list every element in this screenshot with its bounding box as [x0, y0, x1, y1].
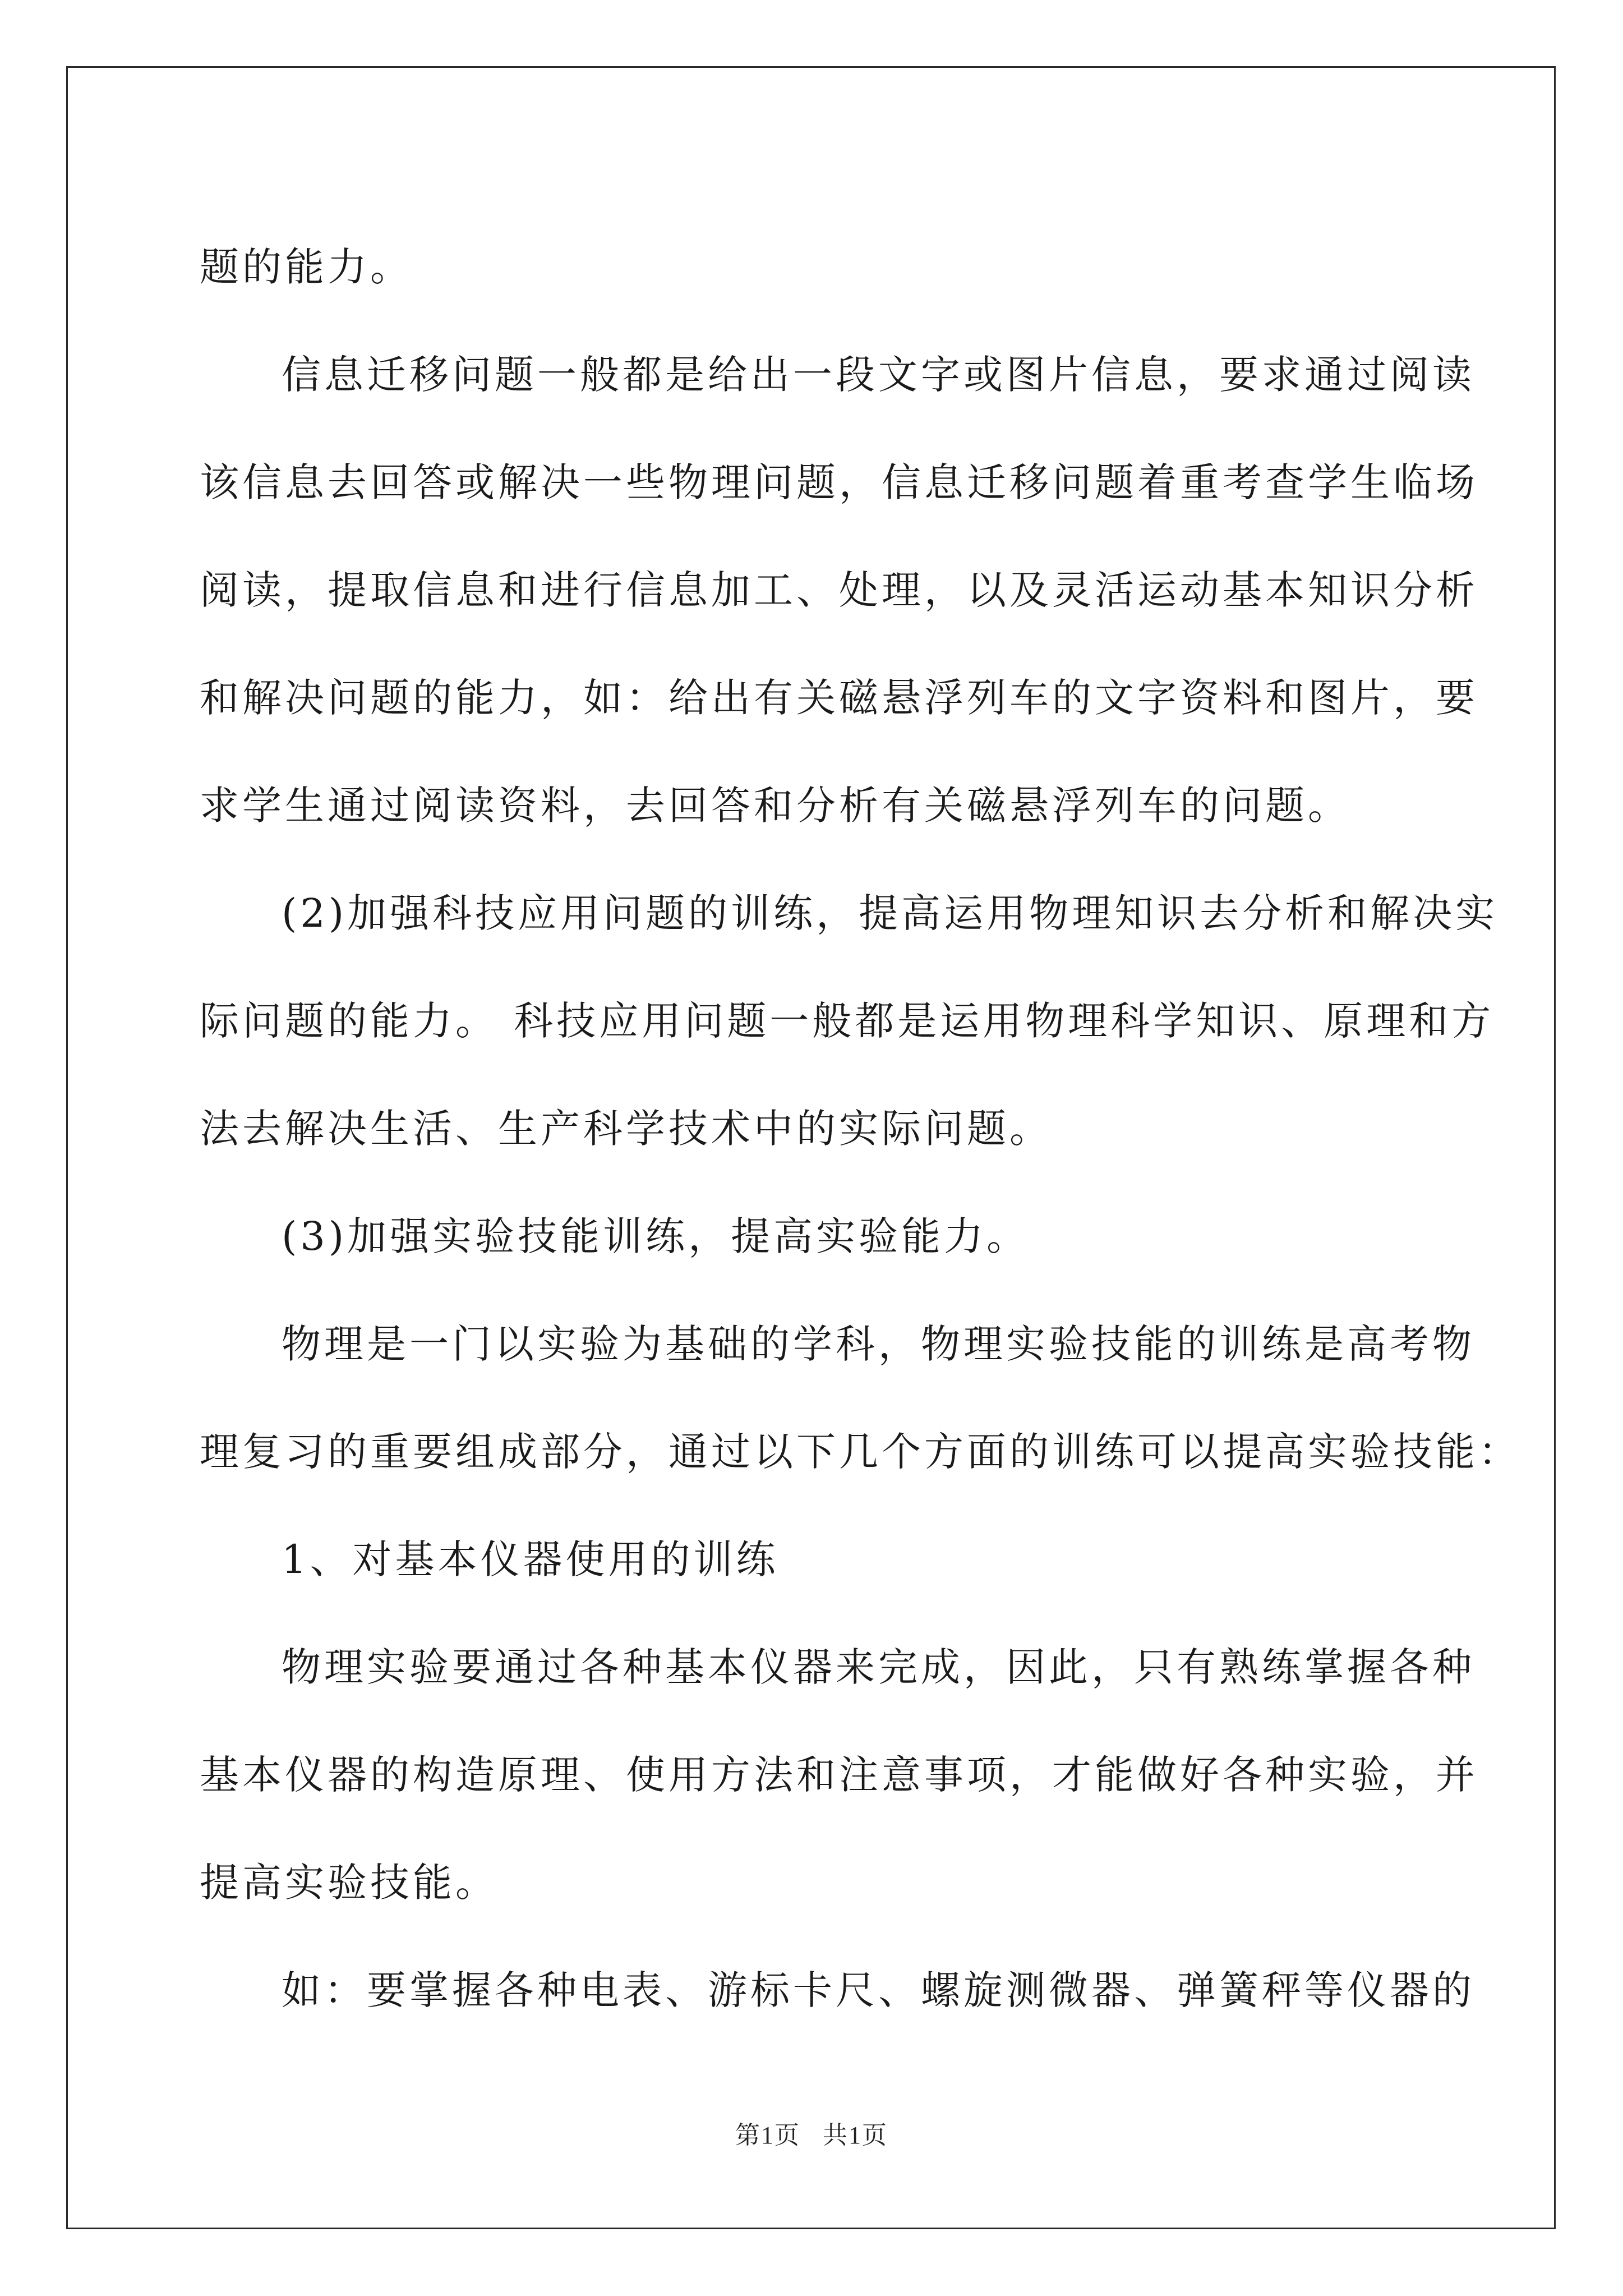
- text-line: 物理实验要通过各种基本仪器来完成，因此，只有熟练掌握各种: [282, 1644, 1475, 1690]
- text-line: 信息迁移问题一般都是给出一段文字或图片信息，要求通过阅读: [282, 352, 1475, 398]
- text-line: 提高实验技能。: [200, 1860, 498, 1906]
- page-total: 共1页: [823, 2122, 888, 2149]
- text-line: 求学生通过阅读资料，去回答和分析有关磁悬浮列车的问题。: [200, 783, 1350, 829]
- text-line: 理复习的重要组成部分，通过以下几个方面的训练可以提高实验技能：: [200, 1429, 1521, 1475]
- text-line: 该信息去回答或解决一些物理问题，信息迁移问题着重考查学生临场: [200, 459, 1478, 505]
- document-body: [200, 213, 1521, 2044]
- text-line: 1、对基本仪器使用的训练: [282, 1536, 779, 1582]
- text-line: 阅读，提取信息和进行信息加工、处理，以及灵活运动基本知识分析: [200, 567, 1478, 613]
- page-number: 第1页: [735, 2122, 800, 2149]
- text-line: (2)加强科技应用问题的训练，提高运用物理知识去分析和解决实: [282, 890, 1498, 936]
- text-line: (3)加强实验技能训练，提高实验能力。: [282, 1213, 1030, 1259]
- text-line: 际问题的能力。 科技应用问题一般都是运用物理科学知识、原理和方: [200, 998, 1495, 1044]
- page-footer: [0, 2115, 1623, 2151]
- text-line: 题的能力。: [200, 244, 413, 290]
- text-line: 基本仪器的构造原理、使用方法和注意事项，才能做好各种实验，并: [200, 1752, 1478, 1798]
- text-line: 法去解决生活、生产科学技术中的实际问题。: [200, 1106, 1052, 1152]
- text-line: 和解决问题的能力，如：给出有关磁悬浮列车的文字资料和图片，要: [200, 675, 1478, 721]
- text-line: 如：要掌握各种电表、游标卡尺、螺旋测微器、弹簧秤等仪器的: [282, 1967, 1475, 2013]
- text-line: 物理是一门以实验为基础的学科，物理实验技能的训练是高考物: [282, 1321, 1475, 1367]
